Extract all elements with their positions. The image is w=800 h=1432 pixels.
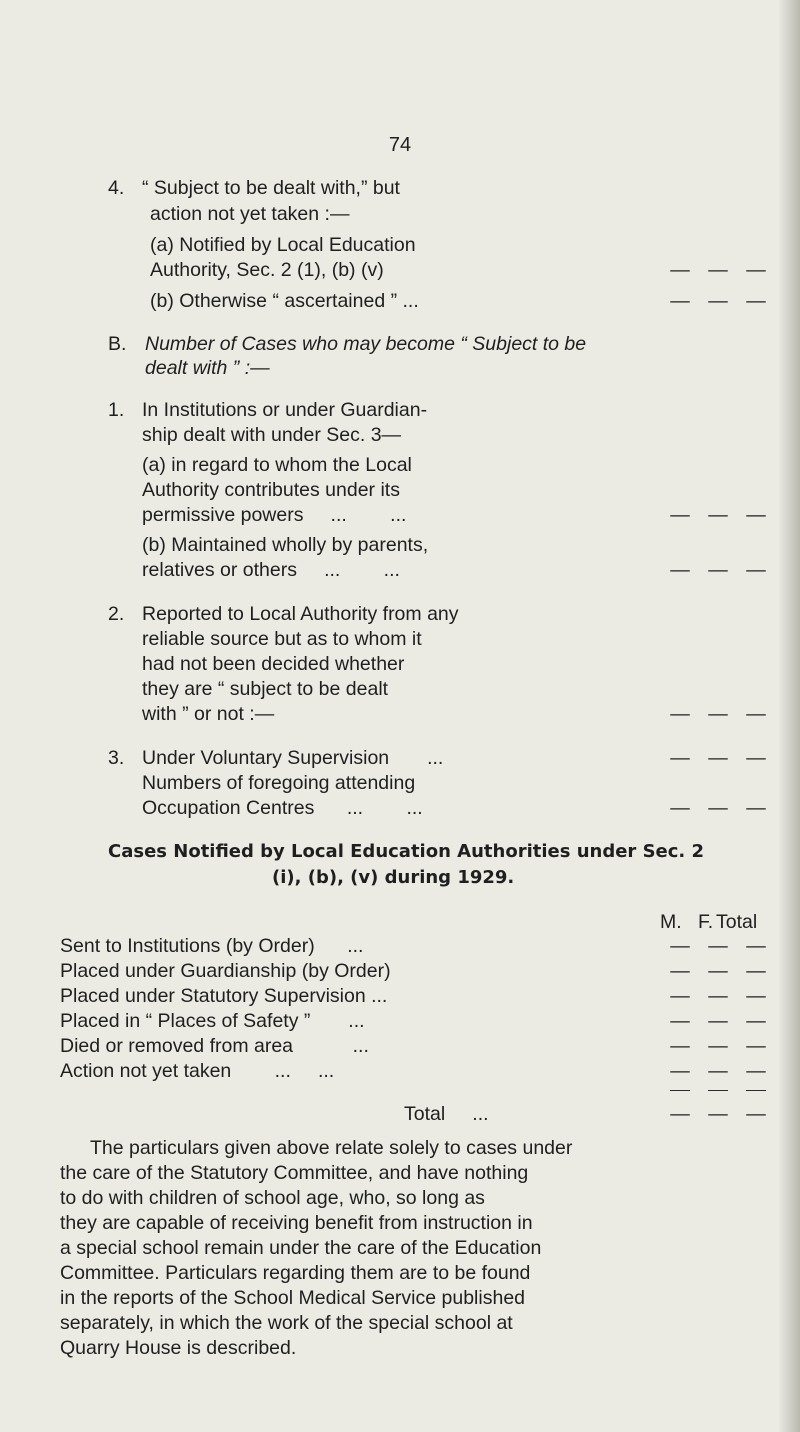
item4-number: 4.: [108, 177, 125, 199]
header-f: F.: [698, 911, 714, 933]
cases-heading-line1: Cases Notified by Local Education Authorities under Sec. 2: [108, 841, 705, 862]
b-item2-line2: reliable source but as to whom it: [142, 628, 422, 650]
b-item3-line1: Under Voluntary Supervision ...: [142, 747, 444, 769]
cases-heading-line2: (i), (b), (v) during 1929.: [272, 867, 515, 888]
total-cell: —: [746, 1103, 766, 1125]
table-cell: —: [670, 985, 690, 1007]
table-cell: —: [746, 1035, 766, 1057]
b-item1-number: 1.: [108, 399, 125, 421]
table-cell: —: [746, 935, 766, 957]
dash: —: [746, 747, 766, 769]
item4b-line: (b) Otherwise “ ascertained ” ...: [150, 290, 419, 312]
b-item1a-line2: Authority contributes under its: [142, 479, 400, 501]
table-cell: —: [670, 1010, 690, 1032]
b-item2-number: 2.: [108, 603, 125, 625]
paragraph-line: in the reports of the School Medical Service published: [60, 1287, 526, 1309]
dash: —: [746, 259, 766, 281]
dash: —: [670, 290, 690, 312]
b-item3-number: 3.: [108, 747, 125, 769]
table-cell: —: [708, 1010, 728, 1032]
dash: —: [670, 559, 690, 581]
sum-rule: [708, 1090, 728, 1091]
b-item2-line3: had not been decided whether: [142, 653, 405, 675]
dash: —: [708, 703, 728, 725]
b-item2-line4: they are “ subject to be dealt: [142, 678, 389, 700]
dash: —: [708, 290, 728, 312]
table-row-label: Died or removed from area ...: [60, 1035, 369, 1057]
sum-rule: [670, 1090, 690, 1091]
dash: —: [746, 703, 766, 725]
table-cell: —: [670, 1035, 690, 1057]
paragraph-line: to do with children of school age, who, so long as: [60, 1187, 485, 1209]
dash: —: [708, 259, 728, 281]
table-cell: —: [670, 960, 690, 982]
b-item1a-line3: permissive powers ... ...: [142, 504, 407, 526]
item4-line2: action not yet taken :—: [150, 203, 350, 225]
dash: —: [746, 504, 766, 526]
table-cell: —: [708, 1035, 728, 1057]
paragraph-line: Committee. Particulars regarding them are to be found: [60, 1262, 531, 1284]
table-row-label: Placed under Guardianship (by Order): [60, 960, 391, 982]
table-cell: —: [670, 1060, 690, 1082]
table-cell: —: [746, 985, 766, 1007]
sum-rule: [746, 1090, 766, 1091]
total-label: Total ...: [404, 1103, 489, 1125]
total-cell: —: [708, 1103, 728, 1125]
dash: —: [708, 747, 728, 769]
paragraph-line: separately, in which the work of the special school at: [60, 1312, 513, 1334]
table-cell: —: [670, 935, 690, 957]
dash: —: [708, 504, 728, 526]
dash: —: [670, 703, 690, 725]
b-item1b-line2: relatives or others ... ...: [142, 559, 400, 581]
dash: —: [670, 504, 690, 526]
table-row-label: Placed under Statutory Supervision ...: [60, 985, 388, 1007]
b-item3-line3: Occupation Centres ... ...: [142, 797, 423, 819]
header-m: M.: [660, 911, 682, 933]
header-total: Total: [716, 911, 758, 933]
item4a-line1: (a) Notified by Local Education: [150, 234, 416, 256]
dash: —: [746, 290, 766, 312]
item4a-line2: Authority, Sec. 2 (1), (b) (v): [150, 259, 384, 281]
dash: —: [670, 747, 690, 769]
table-cell: —: [708, 960, 728, 982]
paragraph-line: Quarry House is described.: [60, 1337, 297, 1359]
paragraph-line: The particulars given above relate solely to cases under: [90, 1137, 573, 1159]
b-item2-line1: Reported to Local Authority from any: [142, 603, 459, 625]
section-b-heading-line1: Number of Cases who may become “ Subject to be: [145, 333, 587, 355]
b-item1a-line1: (a) in regard to whom the Local: [142, 454, 412, 476]
section-b-heading-line2: dealt with ” :—: [145, 357, 270, 379]
total-cell: —: [670, 1103, 690, 1125]
dash: —: [708, 559, 728, 581]
dash: —: [670, 259, 690, 281]
table-cell: —: [708, 985, 728, 1007]
dash: —: [670, 797, 690, 819]
b-item2-line5: with ” or not :—: [142, 703, 275, 725]
table-cell: —: [746, 960, 766, 982]
b-item1b-line1: (b) Maintained wholly by parents,: [142, 534, 429, 556]
table-row-label: Action not yet taken ... ...: [60, 1060, 335, 1082]
section-b-letter: B.: [108, 333, 127, 355]
dash: —: [746, 559, 766, 581]
b-item1-line2: ship dealt with under Sec. 3—: [142, 424, 402, 446]
table-cell: —: [708, 935, 728, 957]
paragraph-line: a special school remain under the care of the Education: [60, 1237, 542, 1259]
dash: —: [708, 797, 728, 819]
table-cell: —: [708, 1060, 728, 1082]
paragraph-line: the care of the Statutory Committee, and have nothing: [60, 1162, 529, 1184]
table-row-label: Placed in “ Places of Safety ” ...: [60, 1010, 365, 1032]
table-cell: —: [746, 1060, 766, 1082]
item4-line1: “ Subject to be dealt with,” but: [142, 177, 400, 199]
dash: —: [746, 797, 766, 819]
page-number: 74: [388, 134, 412, 156]
page-edge-shadow: [778, 0, 800, 1432]
table-row-label: Sent to Institutions (by Order) ...: [60, 935, 364, 957]
b-item3-line2: Numbers of foregoing attending: [142, 772, 416, 794]
paragraph-line: they are capable of receiving benefit from instruction in: [60, 1212, 533, 1234]
table-cell: —: [746, 1010, 766, 1032]
b-item1-line1: In Institutions or under Guardian-: [142, 399, 428, 421]
